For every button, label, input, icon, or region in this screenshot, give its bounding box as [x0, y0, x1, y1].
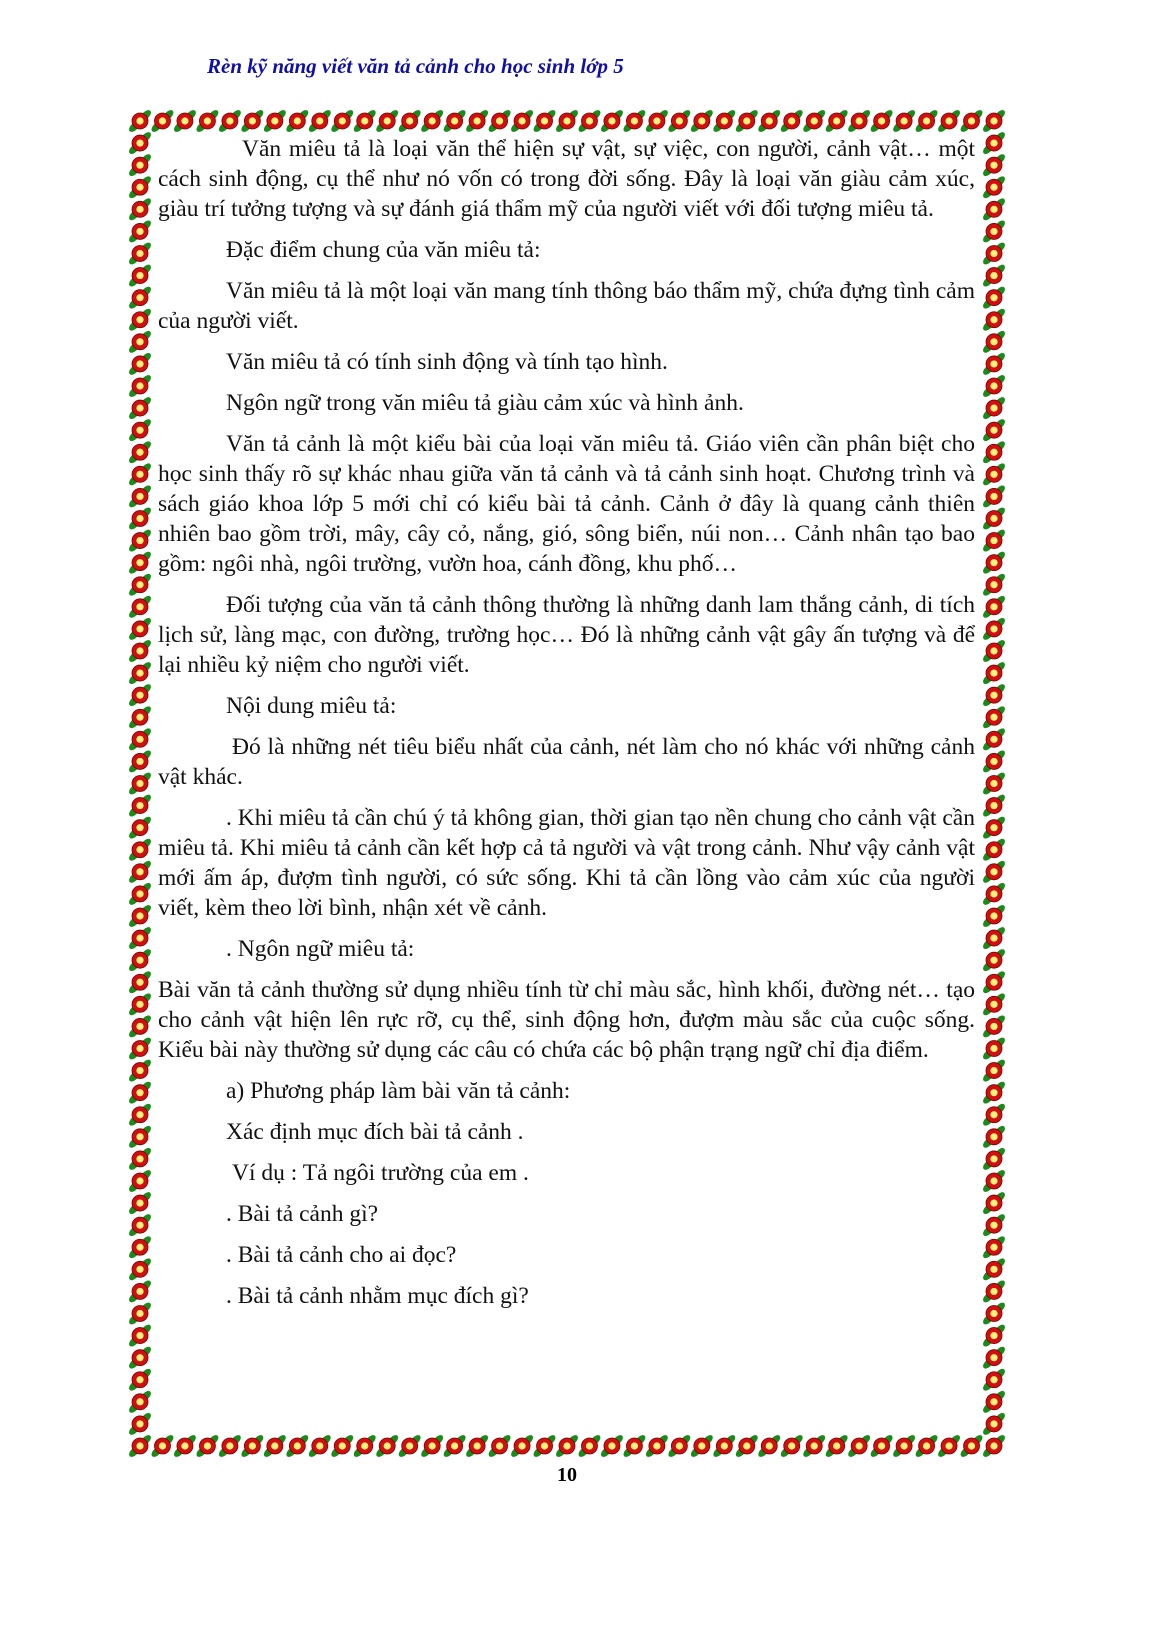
- flower-icon: [127, 1036, 152, 1061]
- flower-icon: [240, 1433, 265, 1458]
- flower-icon: [127, 307, 152, 332]
- flower-icon: [127, 727, 152, 752]
- flower-icon: [644, 108, 669, 133]
- flower-icon: [127, 1257, 152, 1282]
- flower-icon: [981, 550, 1006, 575]
- flower-icon: [127, 925, 152, 950]
- flower-icon: [981, 1036, 1006, 1061]
- flower-icon: [127, 263, 152, 288]
- flower-icon: [981, 462, 1006, 487]
- flower-icon: [891, 1433, 916, 1458]
- flower-icon: [981, 197, 1006, 222]
- flower-icon: [464, 108, 489, 133]
- flower-icon: [981, 506, 1006, 531]
- flower-icon: [981, 1411, 1006, 1436]
- flower-icon: [127, 1212, 152, 1237]
- flower-icon: [981, 1146, 1006, 1171]
- flower-icon: [757, 108, 782, 133]
- flower-icon: [667, 1433, 692, 1458]
- flower-icon: [981, 1168, 1006, 1193]
- flower-icon: [846, 108, 871, 133]
- flower-icon: [981, 130, 1006, 155]
- flower-icon: [127, 506, 152, 531]
- flower-icon: [217, 1433, 242, 1458]
- flower-icon: [127, 1367, 152, 1392]
- flower-icon: [779, 1433, 804, 1458]
- flower-icon: [981, 903, 1006, 928]
- flower-icon: [127, 1323, 152, 1348]
- flower-icon: [127, 859, 152, 884]
- flower-icon: [127, 152, 152, 177]
- flower-icon: [824, 108, 849, 133]
- flower-icon: [981, 440, 1006, 465]
- flower-icon: [127, 373, 152, 398]
- flower-icon: [914, 1433, 939, 1458]
- flower-icon: [981, 682, 1006, 707]
- flower-icon: [554, 1433, 579, 1458]
- flower-icon: [667, 108, 692, 133]
- flower-icon: [127, 1301, 152, 1326]
- flower-icon: [532, 108, 557, 133]
- flower-icon: [757, 1433, 782, 1458]
- flower-icon: [127, 417, 152, 442]
- flower-icon: [869, 1433, 894, 1458]
- flower-icon: [127, 528, 152, 553]
- flower-icon: [127, 1345, 152, 1370]
- flower-icon: [127, 550, 152, 575]
- flower-icon: [127, 462, 152, 487]
- flower-icon: [240, 108, 265, 133]
- flower-icon: [127, 1124, 152, 1149]
- flower-icon: [487, 1433, 512, 1458]
- flower-icon: [981, 152, 1006, 177]
- flower-icon: [127, 219, 152, 244]
- flower-icon: [936, 1433, 961, 1458]
- flower-icon: [127, 1190, 152, 1215]
- flower-icon: [127, 395, 152, 420]
- flower-icon: [127, 1235, 152, 1260]
- flower-icon: [824, 1433, 849, 1458]
- flower-icon: [509, 108, 534, 133]
- paragraph: Văn tả cảnh là một kiểu bài của loại văn miêu tả. Giáo viên cần phân biệt cho học sinh thấy rõ sự khác nhau giữa văn tả cảnh và tả cảnh sinh hoạt. Chương trình và sách giáo khoa lớp 5 mới chỉ có kiểu bài tả cảnh. Cảnh ở đây là quang cảnh thiên nhiên bao gồm trời, mây, cây cỏ, nắng, gió, sông biển, núi non… Cảnh nhân tạo bao gồm: ngôi nhà, ngôi trường, vườn hoa, cánh đồng, khu phố…: [158, 431, 975, 577]
- flower-icon: [397, 108, 422, 133]
- flower-icon: [981, 395, 1006, 420]
- flower-icon: [127, 440, 152, 465]
- flower-icon: [127, 329, 152, 354]
- flower-icon: [330, 108, 355, 133]
- flower-icon: [307, 1433, 332, 1458]
- flower-icon: [127, 1080, 152, 1105]
- flower-icon: [217, 108, 242, 133]
- flower-icon: [127, 484, 152, 509]
- flower-icon: [981, 947, 1006, 972]
- flower-icon: [397, 1433, 422, 1458]
- flower-icon: [127, 705, 152, 730]
- paragraph: Ví dụ : Tả ngôi trường của em .: [232, 1160, 529, 1186]
- flower-icon: [577, 1433, 602, 1458]
- flower-icon: [127, 682, 152, 707]
- flower-icon: [981, 837, 1006, 862]
- flower-icon: [127, 1014, 152, 1039]
- flower-icon: [127, 1279, 152, 1304]
- flower-icon: [419, 108, 444, 133]
- flower-icon: [127, 1058, 152, 1083]
- flower-icon: [981, 263, 1006, 288]
- flower-icon: [981, 1367, 1006, 1392]
- flower-icon: [127, 1168, 152, 1193]
- flower-icon: [127, 241, 152, 266]
- flower-icon: [981, 175, 1006, 200]
- flower-icon: [127, 947, 152, 972]
- flower-icon: [869, 108, 894, 133]
- flower-icon: [127, 130, 152, 155]
- flower-icon: [959, 108, 984, 133]
- flower-icon: [981, 925, 1006, 950]
- flower-icon: [981, 594, 1006, 619]
- flower-icon: [981, 108, 1006, 133]
- flower-icon: [150, 1433, 175, 1458]
- flower-icon: [127, 749, 152, 774]
- flower-icon: [936, 108, 961, 133]
- flower-icon: [981, 1124, 1006, 1149]
- paragraph: . Bài tả cảnh nhằm mục đích gì?: [226, 1283, 529, 1309]
- flower-icon: [127, 793, 152, 818]
- flower-icon: [127, 837, 152, 862]
- flower-icon: [442, 108, 467, 133]
- paragraph: Văn miêu tả là loại văn thể hiện sự vật, sự việc, con người, cảnh vật… một cách sinh động, cụ thể như nó vốn có trong đời sống. Đây là loại văn giàu cảm xúc, giàu trí tưởng tượng và sự đánh giá thẩm mỹ của người viết với đối tượng miêu tả.: [158, 136, 975, 222]
- flower-icon: [622, 108, 647, 133]
- flower-icon: [689, 1433, 714, 1458]
- flower-icon: [981, 1014, 1006, 1039]
- flower-icon: [981, 307, 1006, 332]
- page-number: 10: [557, 1464, 577, 1486]
- paragraph: Văn miêu tả là một loại văn mang tính thông báo thẩm mỹ, chứa đựng tình cảm của người viết.: [158, 278, 975, 334]
- flower-icon: [981, 727, 1006, 752]
- flower-icon: [981, 992, 1006, 1017]
- flower-icon: [464, 1433, 489, 1458]
- flower-icon: [195, 1433, 220, 1458]
- flower-icon: [127, 771, 152, 796]
- flower-icon: [127, 285, 152, 310]
- flower-icon: [891, 108, 916, 133]
- flower-icon: [981, 219, 1006, 244]
- flower-icon: [981, 793, 1006, 818]
- flower-icon: [914, 108, 939, 133]
- flower-icon: [599, 1433, 624, 1458]
- flower-icon: [981, 1257, 1006, 1282]
- flower-icon: [959, 1433, 984, 1458]
- flower-icon: [981, 660, 1006, 685]
- flower-icon: [352, 108, 377, 133]
- flower-icon: [712, 1433, 737, 1458]
- flower-icon: [981, 1058, 1006, 1083]
- flower-icon: [981, 1323, 1006, 1348]
- flower-icon: [172, 1433, 197, 1458]
- flower-icon: [532, 1433, 557, 1458]
- paragraph: Đó là những nét tiêu biểu nhất của cảnh, nét làm cho nó khác với những cảnh vật khác.: [158, 734, 975, 790]
- flower-icon: [981, 1389, 1006, 1414]
- flower-icon: [285, 1433, 310, 1458]
- flower-icon: [262, 108, 287, 133]
- paragraph: Ngôn ngữ trong văn miêu tả giàu cảm xúc và hình ảnh.: [226, 390, 744, 416]
- flower-icon: [981, 484, 1006, 509]
- flower-icon: [981, 1433, 1006, 1458]
- paragraph: Đặc điểm chung của văn miêu tả:: [226, 237, 541, 263]
- flower-icon: [981, 1279, 1006, 1304]
- flower-icon: [127, 1433, 152, 1458]
- flower-icon: [981, 572, 1006, 597]
- paragraph: . Khi miêu tả cần chú ý tả không gian, thời gian tạo nền chung cho cảnh vật cần miêu tả. Khi miêu tả cảnh cần kết hợp cả tả người và vật trong cảnh. Như vậy cảnh vật mới ấm áp, đượm tình người, có sức sống. Khi tả cần lồng vào cảm xúc của người viết, kèm theo lời bình, nhận xét về cảnh.: [158, 805, 975, 921]
- flower-icon: [981, 1190, 1006, 1215]
- flower-icon: [981, 351, 1006, 376]
- paragraph: Đối tượng của văn tả cảnh thông thường là những danh lam thắng cảnh, di tích lịch sử, làng mạc, con đường, trường học… Đó là những cảnh vật gây ấn tượng và để lại nhiều kỷ niệm cho người viết.: [158, 592, 975, 678]
- flower-icon: [981, 1301, 1006, 1326]
- flower-icon: [846, 1433, 871, 1458]
- flower-icon: [374, 1433, 399, 1458]
- flower-icon: [981, 815, 1006, 840]
- flower-icon: [127, 175, 152, 200]
- flower-icon: [374, 108, 399, 133]
- flower-icon: [734, 1433, 759, 1458]
- flower-icon: [307, 108, 332, 133]
- flower-icon: [127, 992, 152, 1017]
- flower-icon: [981, 241, 1006, 266]
- body-text: [158, 134, 975, 1311]
- flower-icon: [981, 417, 1006, 442]
- flower-icon: [285, 108, 310, 133]
- flower-icon: [127, 815, 152, 840]
- flower-icon: [127, 351, 152, 376]
- flower-icon: [981, 1345, 1006, 1370]
- flower-icon: [127, 638, 152, 663]
- paragraph: Bài văn tả cảnh thường sử dụng nhiều tính từ chỉ màu sắc, hình khối, đường nét… tạo cho cảnh vật hiện lên rực rỡ, cụ thể, sinh động hơn, đượm màu sắc của cuộc sống. Kiểu bài này thường sử dụng các câu có chứa các bộ phận trạng ngữ chỉ địa điểm.: [158, 977, 975, 1063]
- flower-icon: [127, 1102, 152, 1127]
- flower-icon: [442, 1433, 467, 1458]
- flower-icon: [981, 638, 1006, 663]
- flower-icon: [172, 108, 197, 133]
- flower-icon: [127, 616, 152, 641]
- flower-icon: [644, 1433, 669, 1458]
- flower-icon: [330, 1433, 355, 1458]
- flower-icon: [981, 1235, 1006, 1260]
- flower-icon: [150, 108, 175, 133]
- flower-icon: [981, 771, 1006, 796]
- flower-icon: [127, 108, 152, 133]
- flower-icon: [127, 1146, 152, 1171]
- flower-icon: [127, 970, 152, 995]
- flower-icon: [127, 572, 152, 597]
- flower-icon: [981, 285, 1006, 310]
- flower-icon: [981, 970, 1006, 995]
- flower-icon: [487, 108, 512, 133]
- flower-icon: [981, 705, 1006, 730]
- flower-icon: [127, 660, 152, 685]
- paragraph: . Ngôn ngữ miêu tả:: [226, 936, 415, 962]
- paragraph: . Bài tả cảnh gì?: [226, 1201, 379, 1227]
- flower-icon: [127, 1411, 152, 1436]
- paragraph: . Bài tả cảnh cho ai đọc?: [226, 1242, 457, 1268]
- flower-icon: [981, 859, 1006, 884]
- flower-icon: [262, 1433, 287, 1458]
- flower-icon: [981, 616, 1006, 641]
- flower-icon: [509, 1433, 534, 1458]
- flower-icon: [801, 1433, 826, 1458]
- flower-icon: [195, 108, 220, 133]
- paragraph: Văn miêu tả có tính sinh động và tính tạo hình.: [226, 349, 668, 375]
- flower-icon: [127, 594, 152, 619]
- flower-icon: [599, 108, 624, 133]
- flower-icon: [981, 749, 1006, 774]
- flower-icon: [981, 1102, 1006, 1127]
- flower-icon: [981, 329, 1006, 354]
- flower-icon: [712, 108, 737, 133]
- flower-icon: [981, 1080, 1006, 1105]
- flower-icon: [801, 108, 826, 133]
- paragraph: Xác định mục đích bài tả cảnh .: [226, 1119, 524, 1145]
- flower-icon: [734, 108, 759, 133]
- flower-icon: [981, 1212, 1006, 1237]
- flower-icon: [352, 1433, 377, 1458]
- flower-icon: [419, 1433, 444, 1458]
- running-header: Rèn kỹ năng viết văn tả cảnh cho học sinh lớp 5: [207, 54, 624, 78]
- flower-icon: [554, 108, 579, 133]
- flower-icon: [127, 1389, 152, 1414]
- flower-icon: [981, 881, 1006, 906]
- flower-icon: [127, 197, 152, 222]
- flower-icon: [622, 1433, 647, 1458]
- flower-icon: [577, 108, 602, 133]
- flower-icon: [689, 108, 714, 133]
- flower-icon: [981, 373, 1006, 398]
- flower-icon: [127, 881, 152, 906]
- flower-icon: [127, 903, 152, 928]
- flower-icon: [779, 108, 804, 133]
- flower-icon: [981, 528, 1006, 553]
- paragraph: Nội dung miêu tả:: [226, 693, 397, 719]
- paragraph: a) Phương pháp làm bài văn tả cảnh:: [226, 1078, 571, 1104]
